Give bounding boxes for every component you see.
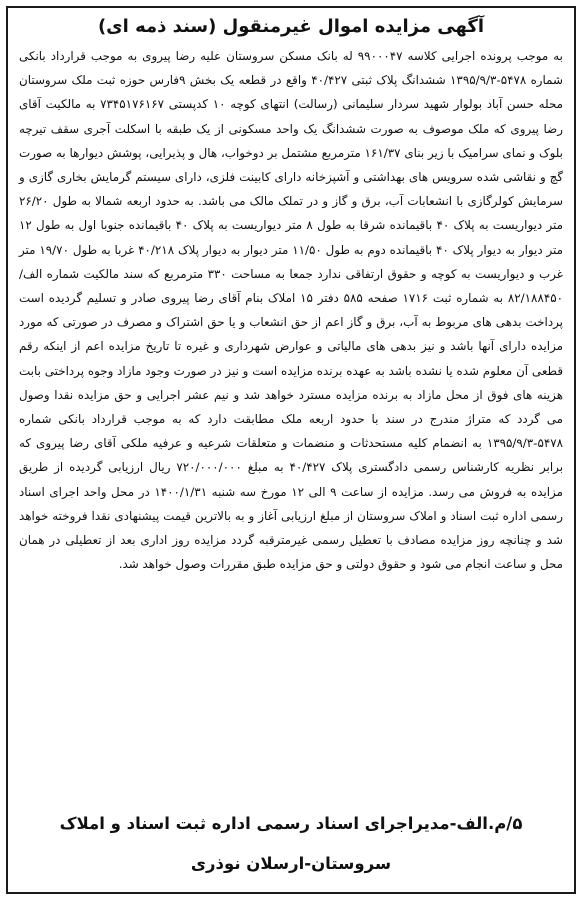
- notice-body: [8, 40, 574, 576]
- signature-line-name: سروستان-ارسلان نوذری: [190, 854, 392, 873]
- signature-line-office: ۵/م.الف-مدیراجرای اسناد رسمی اداره ثبت اسناد و املاک: [59, 814, 523, 833]
- auction-notice: [6, 6, 576, 894]
- signature-block: [8, 804, 574, 884]
- notice-title: آگهی مزایده اموال غیرمنقول (سند ذمه ای): [97, 16, 485, 37]
- notice-body-text: به موجب پرونده اجرایی کلاسه ۹۹۰۰۰۴۷ له بانک مسکن سروستان علیه رضا پیروی به موجب قرارداد بانکی شماره ۵۴۷۸-۱۳۹۵/۹/۳ ششدانگ پلاک ثبتی ۴۰/۴۲۷ واقع در قطعه یک بخش ۹فارس حوزه ثبت ملک سروستان محله حسن آباد بولوار شهید سردار سلیمانی (رسالت) انتهای کوچه ۱۰ کدپستی ۷۳۴۵۱۷۶۱۶۷ به مالکیت آقای رضا پیروی که ملک موصوف به صورت ششدانگ یک واحد مسکونی از یک طبقه با اسکلت آجری سقف تیرچه بلوک و نمای سرامیک با زیر بنای ۱۶۱/۳۷ مترمربع مشتمل بر دوخواب، هال و پذیرایی، پوشش دیوارها به صورت گچ و نقاشی شده سرویس های بهداشتی و آشپزخانه دارای کابینت فلزی، دارای سیستم گرمایش بخاری گازی و سرمایش کولرگازی با انشعابات آب، برق و گاز و در تملک مالک می باشد. به حدود اربعه شمالا به طول ۲۶/۲۰ متر دیواریست به پلاک ۴۰ باقیمانده شرقا به طول ۸ متر دیواریست به پلاک ۴۰ باقیمانده جنوبا اول به طول ۱۲ متر دیوار به دیوار پلاک ۴۰ باقیمانده دوم به طول ۱۱/۵۰ متر دیوار به دیوار پلاک ۴۰/۲۱۸ غربا به طول ۱۹/۷۰ متر غرب و دیواریست به کوچه و حقوق ارتفاقی ندارد جمعا به مساحت ۳۳۰ مترمربع که سند مالکیت شماره الف/۸۲/۱۸۸۴۵۰ به شماره ثبت ۱۷۱۶ صفحه ۵۸۵ دفتر ۱۵ املاک بنام آقای رضا پیروی صادر و تسلیم گردیده است پرداخت بدهی های مربوط به آب، برق و گاز اعم از حق انشعاب و یا حق اشتراک و مصرف در صورتی که مورد مزایده دارای آنها باشد و نیز بدهی های مالیاتی و عوارض شهرداری و غیره تا تاریخ مزایده اعم از اینکه رقم قطعی آن معلوم شده یا نشده باشد به عهده برنده مزایده است و نیز در صورت وجود مازاد وجوه پرداختی بابت هزینه های فوق از محل مازاد به برنده مزایده مسترد خواهد شد و نیم عشر اجرایی و حق مزایده نقدا وصول می گردد که متراژ مندرج در سند با حدود اربعه ملک مطابقت دارد که به موجب قرارداد بانکی شماره ۵۴۷۸-۱۳۹۵/۹/۳ به انضمام کلیه مستحدثات و منضمات و متعلقات شرعیه و عرفیه ملکی آقای رضا پیروی که برابر نظریه کارشناس رسمی دادگستری پلاک ۴۰/۴۲۷ به مبلغ ۷۲۰/۰۰۰/۰۰۰ ریال ارزیابی گردیده از طریق مزایده به فروش می رسد. مزایده از ساعت ۹ الی ۱۲ مورخ سه شنبه ۱۴۰۰/۱/۳۱ در محل واحد اجرای اسناد رسمی اداره ثبت اسناد و املاک سروستان از مبلغ ارزیابی آغاز و به بالاترین قیمت پیشنهادی نقدا فروخته خواهد شد و چنانچه روز مزایده مصادف با تعطیل رسمی غیرمترقبه گردد مزایده روز اداری بعد از تعطیلی در همان محل و ساعت انجام می شود و حقوق دولتی و حق مزایده طبق مقررات وصول خواهد شد.: [19, 49, 564, 572]
